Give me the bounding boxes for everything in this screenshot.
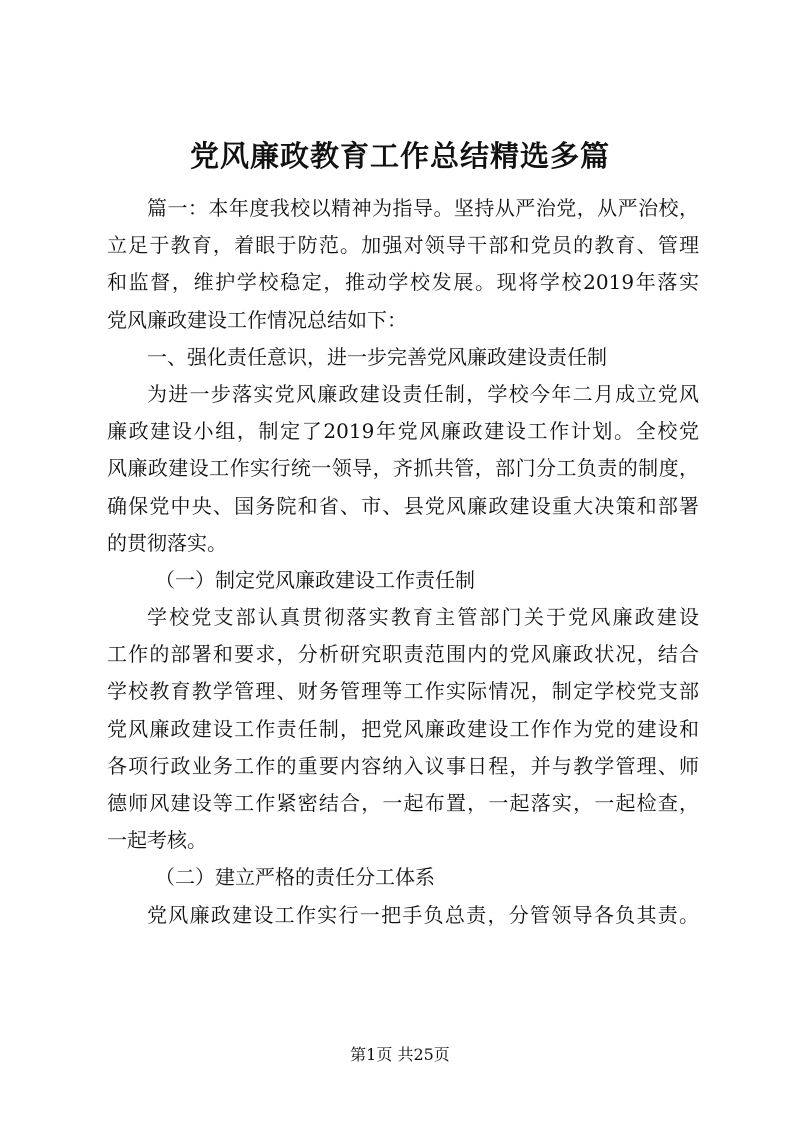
body-line: 一起考核。	[107, 828, 207, 853]
body-line: 立足于教育，着眼于防范。加强对领导干部和党员的教育、管理	[107, 233, 699, 258]
document-title: 党风廉政教育工作总结精选多篇	[189, 139, 610, 173]
document-body	[107, 190, 699, 934]
body-line: 德师风建设等工作紧密结合，一起布置，一起落实，一起检查，	[107, 791, 699, 815]
body-line: （一）制定党风廉政建设工作责任制	[155, 567, 475, 592]
page-footer: 第1页 共25页	[350, 1045, 450, 1064]
body-line: 党风廉政建设工作责任制，把党风廉政建设工作作为党的建设和	[107, 716, 699, 741]
body-line: 党风廉政建设工作实行一把手负总责，分管领导各负其责。	[147, 902, 699, 927]
body-line: 风廉政建设工作实行统一领导，齐抓共管，部门分工负责的制度，	[107, 456, 699, 481]
body-line: 确保党中央、国务院和省、市、县党风廉政建设重大决策和部署	[107, 493, 699, 518]
body-line: 一、强化责任意识，进一步完善党风廉政建设责任制	[147, 344, 607, 369]
body-line: 党风廉政建设工作情况总结如下：	[107, 307, 407, 332]
body-line: 工作的部署和要求，分析研究职责范围内的党风廉政状况，结合	[107, 642, 699, 667]
body-line: 的贯彻落实。	[107, 530, 227, 555]
body-line: （二）建立严格的责任分工体系	[155, 865, 435, 890]
body-line: 和监督，维护学校稳定，推动学校发展。现将学校2019年落实	[107, 270, 699, 295]
body-line: 学校教育教学管理、财务管理等工作实际情况，制定学校党支部	[107, 679, 699, 704]
body-line: 篇一：本年度我校以精神为指导。坚持从严治党，从严治校，	[147, 196, 699, 220]
body-line: 学校党支部认真贯彻落实教育主管部门关于党风廉政建设	[147, 605, 699, 630]
body-line: 廉政建设小组，制定了2019年党风廉政建设工作计划。全校党	[107, 419, 699, 444]
body-line: 各项行政业务工作的重要内容纳入议事日程，并与教学管理、师	[107, 753, 699, 778]
body-line: 为进一步落实党风廉政建设责任制，学校今年二月成立党风	[147, 381, 699, 406]
